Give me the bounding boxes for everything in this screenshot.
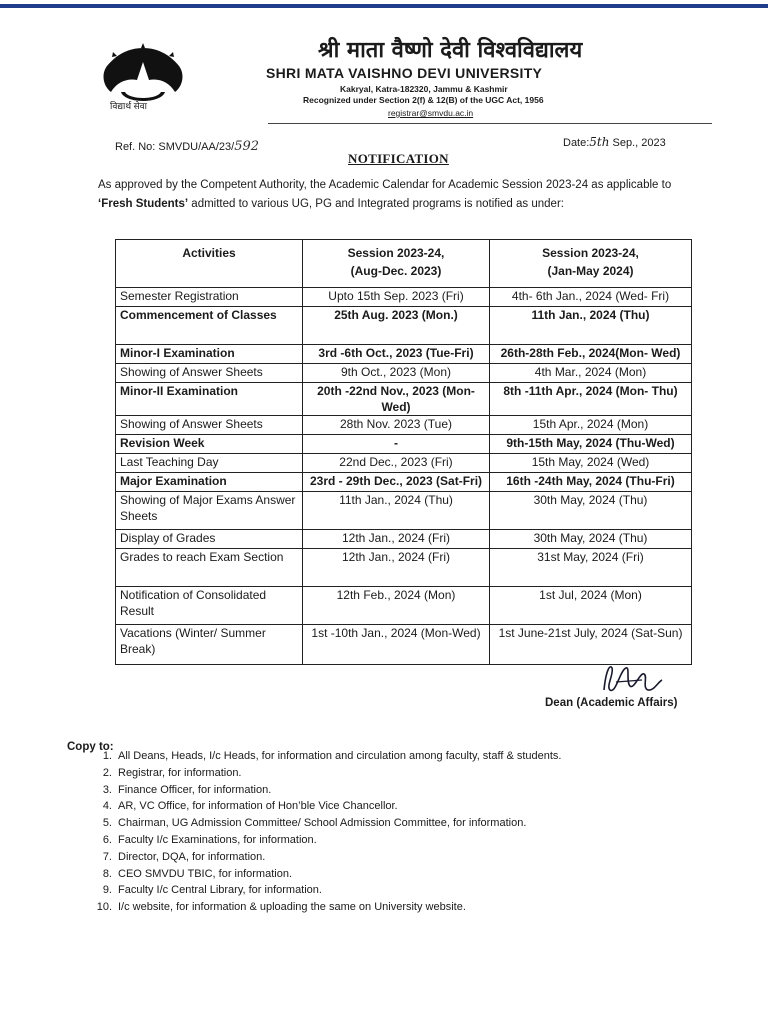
ref-label: Ref. No: SMVDU/AA/23/ (115, 141, 235, 153)
copy-to-text: AR, VC Office, for information of Hon’ble Vice Chancellor. (118, 800, 398, 813)
session1-cell: 22nd Dec., 2023 (Fri) (303, 454, 490, 473)
copy-to-text: Faculty I/c Examinations, for information. (118, 833, 317, 846)
activity-cell: Notification of Consolidated Result (116, 587, 303, 625)
copy-to-item (88, 782, 561, 799)
copy-to-text: All Deans, Heads, I/c Heads, for information and circulation among faculty, staff & students. (118, 750, 562, 762)
table-header-cell: Activities (116, 240, 303, 288)
session2-cell: 9th-15th May, 2024 (Thu-Wed) (490, 435, 692, 454)
session1-cell: 23rd - 29th Dec., 2023 (Sat-Fri) (303, 473, 490, 492)
session1-cell: 12th Jan., 2024 (Fri) (303, 549, 490, 587)
date-label: Date: (563, 137, 590, 149)
university-name: SHRI MATA VAISHNO DEVI UNIVERSITY (266, 65, 543, 81)
table-row (116, 435, 692, 454)
intro-text-2: admitted to various UG, PG and Integrated programs is notified as under: (188, 198, 564, 210)
session2-cell: 15th May, 2024 (Wed) (490, 454, 692, 473)
activity-cell: Last Teaching Day (116, 454, 303, 473)
activity-cell: Showing of Major Exams Answer Sheets (116, 492, 303, 530)
session2-cell: 11th Jan., 2024 (Thu) (490, 307, 692, 345)
copy-to-text: Director, DQA, for information. (118, 850, 266, 863)
copy-to-number: 8. (102, 867, 112, 880)
dean-signature (596, 660, 666, 700)
session1-cell: 20th -22nd Nov., 2023 (Mon-Wed) (303, 383, 490, 416)
table-header-cell: Session 2023-24, (Aug-Dec. 2023) (303, 240, 490, 288)
date-day: 5th (589, 135, 610, 149)
session2-cell: 16th -24th May, 2024 (Thu-Fri) (490, 473, 692, 492)
session2-cell: 30th May, 2024 (Thu) (490, 530, 692, 549)
session1-cell: - (303, 435, 490, 454)
copy-to-number: 2. (102, 766, 112, 779)
session2-cell: 30th May, 2024 (Thu) (490, 492, 692, 530)
copy-to-number: 3. (102, 783, 112, 796)
dean-title: Dean (Academic Affairs) (545, 697, 678, 709)
session1-cell: Upto 15th Sep. 2023 (Fri) (303, 288, 490, 307)
copy-to-text: Faculty I/c Central Library, for information. (118, 884, 322, 897)
session1-cell: 3rd -6th Oct., 2023 (Tue-Fri) (303, 345, 490, 364)
table-row (116, 587, 692, 625)
academic-calendar-table (115, 239, 692, 665)
copy-to-text: I/c website, for information & uploading the same on University website. (118, 901, 466, 914)
session1-cell: 25th Aug. 2023 (Mon.) (303, 307, 490, 345)
ugc-recognition: Recognized under Section 2(f) & 12(B) of the UGC Act, 1956 (303, 95, 544, 105)
table-header-cell: Session 2023-24, (Jan-May 2024) (490, 240, 692, 288)
table-row (116, 625, 692, 665)
copy-to-item (88, 798, 561, 815)
notification-date (563, 135, 666, 149)
session2-cell: 4th Mar., 2024 (Mon) (490, 364, 692, 383)
table-row (116, 364, 692, 383)
activity-cell: Minor-I Examination (116, 345, 303, 364)
copy-to-number: 10. (96, 901, 112, 914)
table-header-row (116, 240, 692, 288)
copy-to-number: 5. (102, 817, 112, 830)
activity-cell: Showing of Answer Sheets (116, 416, 303, 435)
session2-cell: 1st June-21st July, 2024 (Sat-Sun) (490, 625, 692, 665)
session1-cell: 12th Jan., 2024 (Fri) (303, 530, 490, 549)
activity-cell: Commencement of Classes (116, 307, 303, 345)
table-row (116, 530, 692, 549)
session1-cell: 28th Nov. 2023 (Tue) (303, 416, 490, 435)
university-name-hindi: श्री माता वैष्णो देवी विश्वविद्यालय (318, 38, 583, 63)
copy-to-item (88, 765, 561, 782)
activity-cell: Showing of Answer Sheets (116, 364, 303, 383)
copy-to-list (88, 748, 561, 916)
table-row (116, 307, 692, 345)
activity-cell: Major Examination (116, 473, 303, 492)
copy-to-number: 6. (102, 833, 112, 846)
notification-title: NOTIFICATION (348, 151, 449, 166)
intro-bold: ‘Fresh Students’ (98, 198, 189, 210)
session2-cell: 4th- 6th Jan., 2024 (Wed- Fri) (490, 288, 692, 307)
session2-cell: 8th -11th Apr., 2024 (Mon- Thu) (490, 383, 692, 416)
intro-paragraph (98, 176, 690, 214)
activity-cell: Grades to reach Exam Section (116, 549, 303, 587)
reference-number (115, 139, 259, 154)
copy-to-item (88, 748, 561, 765)
copy-to-number: 4. (102, 800, 112, 813)
copy-to-item (88, 882, 561, 899)
activity-cell: Revision Week (116, 435, 303, 454)
session1-cell: 9th Oct., 2023 (Mon) (303, 364, 490, 383)
activity-cell: Minor-II Examination (116, 383, 303, 416)
table-row (116, 492, 692, 530)
copy-to-label: Copy to: (67, 741, 114, 753)
copy-to-number: 9. (102, 884, 112, 897)
registrar-email[interactable]: registrar@smvdu.ac.in (388, 108, 474, 118)
date-rest: Sep., 2023 (612, 137, 666, 149)
session2-cell: 26th-28th Feb., 2024(Mon- Wed) (490, 345, 692, 364)
session1-cell: 12th Feb., 2024 (Mon) (303, 587, 490, 625)
table-row (116, 549, 692, 587)
copy-to-item (88, 849, 561, 866)
table-row (116, 288, 692, 307)
copy-to-item (88, 832, 561, 849)
activity-cell: Display of Grades (116, 530, 303, 549)
header-divider (268, 123, 712, 124)
copy-to-number: 7. (102, 850, 112, 863)
session2-cell: 15th Apr., 2024 (Mon) (490, 416, 692, 435)
copy-to-text: Finance Officer, for information. (118, 783, 272, 796)
copy-to-item (88, 866, 561, 883)
session1-cell: 1st -10th Jan., 2024 (Mon-Wed) (303, 625, 490, 665)
intro-text-1: As approved by the Competent Authority, the Academic Calendar for Academic Session 2023-24 as applicable to (98, 179, 672, 191)
top-border-line (0, 4, 768, 8)
copy-to-text: CEO SMVDU TBIC, for information. (118, 867, 293, 880)
table-row (116, 416, 692, 435)
copy-to-item (88, 899, 561, 916)
logo-motto: विद्यार्थ सेवा (110, 101, 148, 111)
table-row (116, 473, 692, 492)
activity-cell: Vacations (Winter/ Summer Break) (116, 625, 303, 665)
session2-cell: 1st Jul, 2024 (Mon) (490, 587, 692, 625)
copy-to-text: Chairman, UG Admission Committee/ School Admission Committee, for information. (118, 817, 527, 830)
table-row (116, 345, 692, 364)
table-row (116, 454, 692, 473)
copy-to-text: Registrar, for information. (118, 766, 242, 779)
session2-cell: 31st May, 2024 (Fri) (490, 549, 692, 587)
table-row (116, 383, 692, 416)
activity-cell: Semester Registration (116, 288, 303, 307)
session1-cell: 11th Jan., 2024 (Thu) (303, 492, 490, 530)
university-address: Kakryal, Katra-182320, Jammu & Kashmir (340, 84, 508, 94)
ref-handwritten-number: 592 (234, 139, 260, 154)
copy-to-item (88, 815, 561, 832)
copy-to-number: 1. (102, 750, 112, 762)
